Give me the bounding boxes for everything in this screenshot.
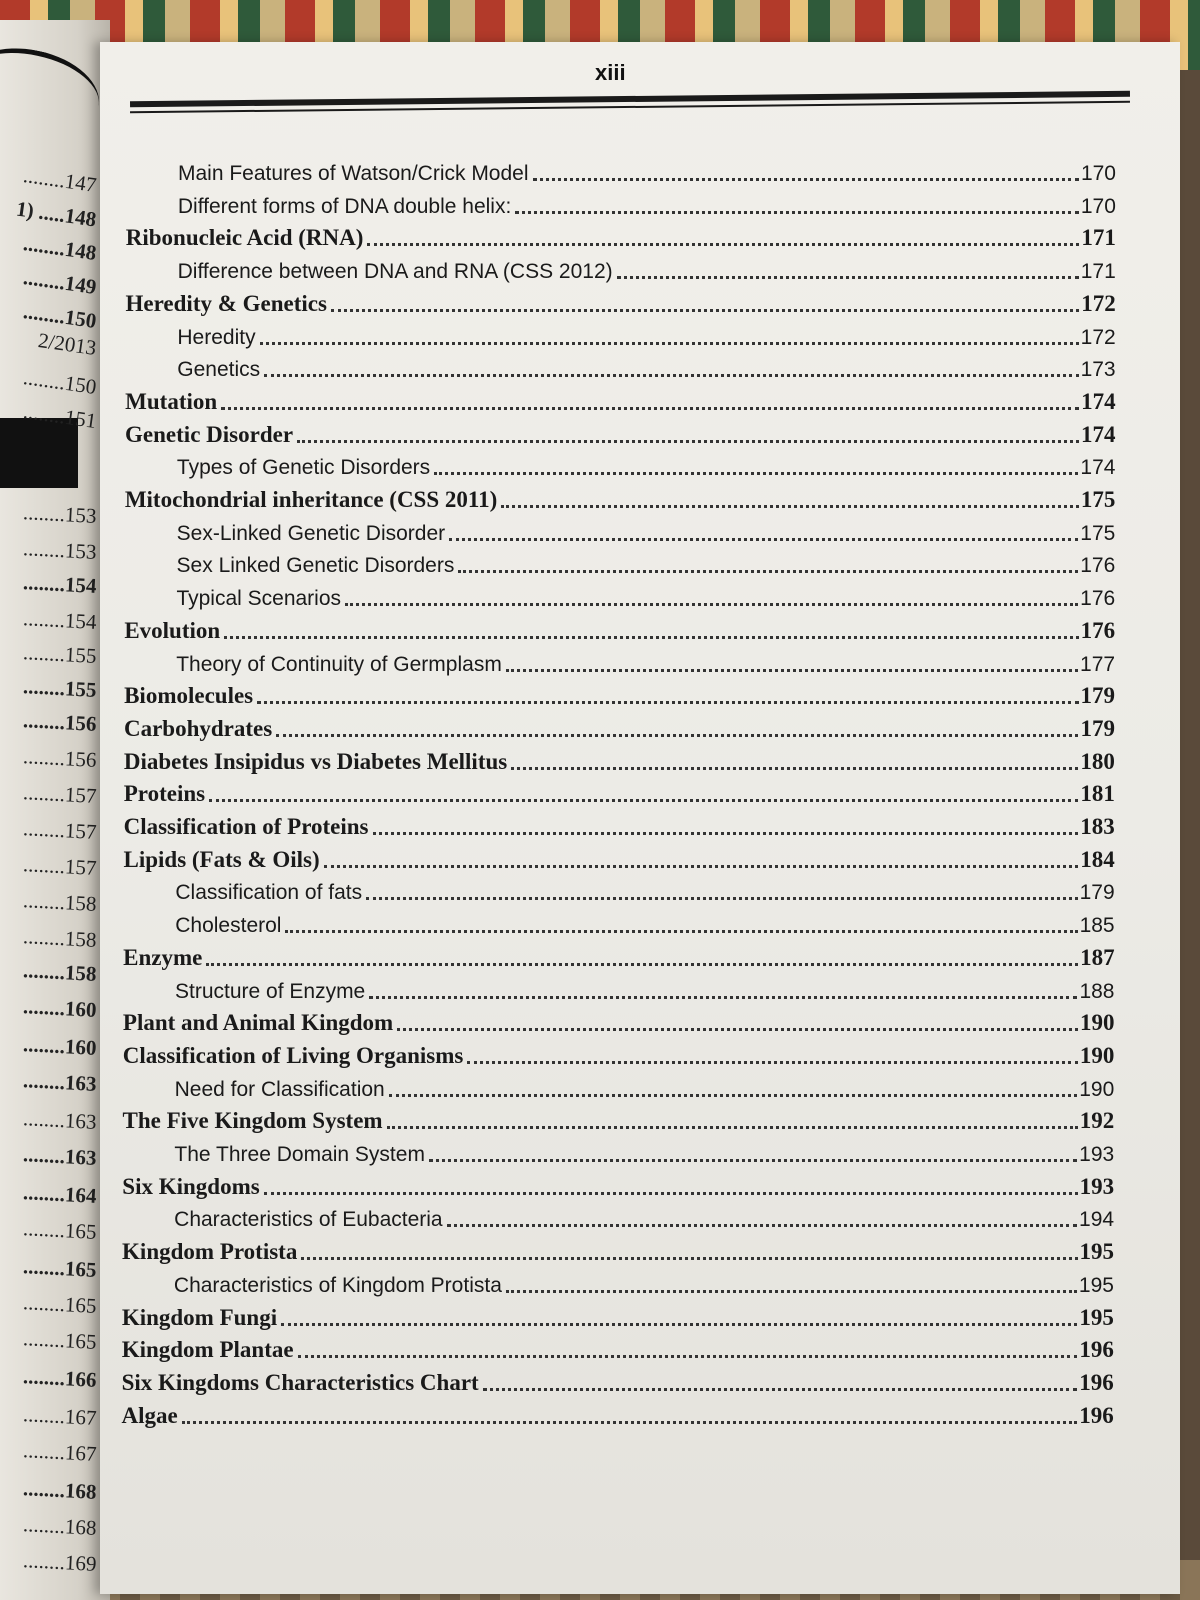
left-facing-page (0, 20, 110, 1600)
left-page-number: ........153 (21, 536, 97, 564)
toc-dot-leader (182, 1420, 1078, 1424)
toc-entry-page: 188 (1079, 979, 1115, 1003)
toc-entry-title: Sex Linked Genetic Disorders (176, 554, 455, 578)
toc-dot-leader (206, 962, 1078, 966)
left-page-number: 1) .....148 (14, 196, 98, 232)
toc-dot-leader (511, 766, 1078, 770)
toc-dot-leader (301, 1256, 1077, 1260)
left-page-number: ........148 (21, 231, 98, 266)
toc-entry-title: Cholesterol (175, 914, 282, 938)
toc-entry (121, 1397, 1113, 1429)
toc-entry-title: Mutation (125, 388, 218, 414)
toc-dot-leader (297, 439, 1079, 443)
toc-entry-page: 170 (1080, 194, 1116, 218)
toc-entry (124, 808, 1115, 840)
toc-entry-page: 171 (1080, 260, 1116, 284)
page-number: xiii (595, 60, 626, 85)
toc-entry-page: 196 (1079, 1402, 1114, 1428)
toc-entry-title: Biomolecules (124, 683, 254, 709)
toc-entry-title: Difference between DNA and RNA (CSS 2012) (177, 260, 613, 284)
left-page-number: ........149 (21, 265, 98, 300)
toc-dot-leader (264, 373, 1078, 377)
left-page-number: ........166 (21, 1364, 97, 1392)
toc-entry-title: Genetics (177, 358, 261, 382)
left-page-number: ........155 (21, 674, 97, 702)
toc-entry (124, 677, 1115, 709)
toc-entry-page: 187 (1080, 944, 1115, 970)
left-page-number: ........165 (21, 1216, 97, 1244)
toc-dot-leader (506, 1289, 1077, 1293)
toc-entry-page: 173 (1080, 358, 1116, 382)
left-page-number: ........160 (21, 994, 97, 1022)
toc-dot-leader (369, 995, 1077, 999)
toc-entry-title: Kingdom Protista (122, 1239, 298, 1265)
toc-dot-leader (264, 1191, 1078, 1195)
toc-entry-title: Six Kingdoms (122, 1173, 260, 1199)
toc-entry-title: Heredity (177, 325, 256, 349)
toc-entry-title: Evolution (124, 617, 221, 643)
toc-dot-leader (506, 668, 1078, 672)
toc-entry (177, 448, 1116, 480)
toc-dot-leader (260, 341, 1079, 345)
toc-entry-title: Kingdom Plantae (121, 1337, 294, 1363)
toc-entry (125, 416, 1115, 448)
left-page-number: ........157 (21, 780, 97, 808)
left-page-number: ........158 (21, 924, 97, 952)
left-page-number: ........169 (21, 1548, 97, 1576)
toc-entry-title: Genetic Disorder (125, 421, 294, 447)
toc-entry-title: Different forms of DNA double helix: (177, 194, 512, 218)
toc-entry-title: Characteristics of Kingdom Protista (173, 1273, 502, 1297)
toc-dot-leader (397, 1027, 1078, 1031)
toc-entry-title: Typical Scenarios (176, 587, 342, 611)
toc-entry-page: 190 (1079, 1042, 1115, 1068)
toc-entry (177, 318, 1115, 350)
toc-entry (124, 710, 1115, 742)
left-page-number: ........163 (21, 1068, 97, 1096)
toc-entry-title: Main Features of Watson/Crick Model (178, 162, 529, 185)
toc-entry (126, 285, 1116, 317)
toc-entry (122, 1233, 1114, 1265)
toc-entry-title: Enzyme (123, 944, 203, 970)
toc-entry-title: Types of Genetic Disorders (176, 456, 431, 480)
toc-entry-page: 181 (1080, 781, 1115, 807)
left-page-number: ........158 (21, 958, 97, 986)
left-page-number: ........168 (21, 1476, 97, 1504)
toc-entry (122, 1168, 1114, 1200)
toc-dot-leader (257, 700, 1078, 704)
toc-entry-page: 176 (1080, 617, 1116, 643)
toc-entry-title: Proteins (123, 781, 206, 807)
toc-entry-page: 180 (1080, 748, 1115, 774)
toc-dot-leader (515, 210, 1079, 214)
toc-dot-leader (281, 1322, 1077, 1326)
toc-entry-page: 175 (1080, 487, 1116, 512)
toc-entry (175, 972, 1115, 1004)
toc-entry-page: 190 (1079, 1077, 1115, 1101)
left-page-number: ........150 (21, 299, 98, 334)
toc-entry-title: Need for Classification (174, 1077, 385, 1101)
toc-entry (176, 579, 1115, 611)
toc-entry-page: 172 (1081, 290, 1116, 316)
toc-entry (177, 350, 1115, 382)
left-page-number: ........150 (21, 365, 98, 400)
toc-dot-leader (224, 635, 1078, 639)
toc-entry (178, 252, 1116, 284)
toc-entry-page: 195 (1079, 1304, 1114, 1330)
toc-dot-leader (373, 831, 1079, 835)
toc-entry (122, 1331, 1114, 1363)
toc-entry-title: Structure of Enzyme (175, 979, 366, 1003)
left-page-number: ........154 (21, 570, 97, 598)
left-page-number: ........156 (21, 744, 97, 772)
toc-dot-leader (449, 537, 1078, 541)
toc-entry (177, 546, 1116, 578)
left-page-number: ........160 (21, 1032, 97, 1060)
toc-dot-leader (387, 1125, 1078, 1129)
left-page-number: ........165 (21, 1326, 97, 1354)
toc-dot-leader (285, 929, 1077, 933)
toc-dot-leader (434, 471, 1078, 475)
toc-entry-page: 192 (1079, 1108, 1115, 1134)
toc-entry-page: 196 (1079, 1337, 1114, 1363)
toc-entry (126, 219, 1116, 251)
left-page-number: 2/2013 (36, 328, 98, 360)
toc-dot-leader (324, 864, 1079, 868)
left-page-number: ........153 (21, 500, 97, 528)
toc-entry-page: 196 (1079, 1369, 1114, 1395)
toc-entry (125, 481, 1116, 513)
toc-entry-page: 193 (1079, 1143, 1115, 1166)
toc-page (100, 42, 1180, 1594)
toc-entry-page: 171 (1081, 225, 1116, 251)
toc-entry (123, 1004, 1115, 1036)
toc-entry-title: Theory of Continuity of Germplasm (176, 652, 502, 676)
left-page-number: ........158 (21, 888, 97, 916)
toc-entry-title: Classification of Proteins (123, 814, 369, 839)
toc-entry-page: 179 (1079, 881, 1115, 905)
toc-entry (178, 187, 1116, 219)
toc-dot-leader (209, 798, 1078, 802)
toc-entry (124, 743, 1115, 775)
toc-entry (123, 939, 1114, 971)
toc-entry-title: Plant and Animal Kingdom (122, 1010, 394, 1036)
toc-entry-title: The Three Domain System (174, 1143, 425, 1166)
toc-entry-page: 174 (1081, 421, 1116, 447)
toc-entry-page: 183 (1080, 814, 1115, 839)
toc-entry-page: 179 (1080, 715, 1115, 741)
toc-entry (122, 1364, 1114, 1396)
toc-dot-leader (429, 1158, 1077, 1162)
toc-entry-page: 174 (1080, 456, 1116, 480)
toc-entry (124, 775, 1115, 807)
toc-entry-page: 170 (1080, 162, 1116, 185)
toc-entry (174, 1200, 1114, 1232)
toc-entry-title: Algae (121, 1402, 178, 1428)
toc-entry-page: 195 (1078, 1273, 1114, 1297)
toc-dot-leader (617, 275, 1079, 279)
toc-entry (178, 154, 1116, 186)
toc-entry (125, 383, 1115, 415)
toc-entry-page: 174 (1081, 388, 1116, 414)
left-page-number: ........167 (21, 1402, 97, 1430)
left-page-number: ........163 (21, 1142, 97, 1170)
toc-entry (177, 514, 1116, 546)
toc-entry (175, 873, 1114, 905)
toc-dot-leader (366, 896, 1078, 900)
toc-dot-leader (447, 1223, 1077, 1227)
toc-entry-title: Carbohydrates (123, 715, 273, 741)
toc-entry-title: Lipids (Fats & Oils) (123, 846, 320, 872)
toc-dot-leader (221, 406, 1079, 410)
toc-dot-leader (367, 242, 1079, 246)
toc-entry-page: 190 (1079, 1010, 1115, 1036)
left-page-number: ........165 (21, 1254, 97, 1282)
left-page-number: ........147 (21, 163, 98, 198)
toc-entry (123, 1037, 1115, 1069)
toc-entry-page: 176 (1080, 587, 1116, 611)
toc-entry (175, 1070, 1115, 1102)
toc-entry-title: Ribonucleic Acid (RNA) (125, 225, 364, 251)
toc-dot-leader (345, 602, 1078, 606)
toc-entry-page: 194 (1079, 1208, 1115, 1232)
toc-entry (174, 1135, 1114, 1167)
header-rule-thick (130, 91, 1130, 107)
toc-entry-page: 172 (1080, 325, 1116, 349)
toc-dot-leader (533, 177, 1079, 181)
toc-entry-title: Classification of Living Organisms (122, 1042, 464, 1068)
toc-entry-page: 177 (1080, 652, 1116, 676)
toc-entry-title: Classification of fats (175, 881, 363, 905)
toc-entry (123, 1102, 1115, 1134)
toc-entry (176, 645, 1115, 677)
toc-entry-page: 195 (1079, 1239, 1115, 1265)
left-page-number: ........157 (21, 852, 97, 880)
left-page-number: ........156 (21, 708, 97, 736)
toc-entry (122, 1299, 1114, 1331)
toc-dot-leader (483, 1387, 1078, 1391)
left-page-number: ........154 (21, 606, 97, 634)
toc-entry (174, 1266, 1114, 1298)
left-page-number: ........155 (21, 640, 97, 668)
left-page-number: ........151 (21, 399, 98, 434)
toc-entry-title: Mitochondrial inheritance (CSS 2011) (124, 487, 498, 512)
toc-entry (175, 906, 1114, 938)
toc-dot-leader (298, 1354, 1078, 1358)
toc-entry-page: 193 (1079, 1173, 1115, 1199)
toc-dot-leader (389, 1093, 1078, 1097)
toc-dot-leader (501, 504, 1079, 508)
left-page-number: ........167 (21, 1438, 97, 1466)
toc-entry-page: 175 (1080, 521, 1116, 545)
toc-entry (124, 612, 1115, 644)
left-page-number: ........163 (21, 1106, 97, 1134)
toc-entry-page: 176 (1080, 554, 1116, 578)
toc-entry-title: The Five Kingdom System (122, 1108, 383, 1134)
left-page-rule (0, 36, 107, 148)
toc-entry-title: Sex-Linked Genetic Disorder (176, 521, 446, 545)
toc-entry-title: Diabetes Insipidus vs Diabetes Mellitus (123, 748, 508, 774)
toc-entry-page: 184 (1080, 846, 1115, 872)
toc-entry-title: Six Kingdoms Characteristics Chart (121, 1369, 479, 1395)
toc-entry-title: Characteristics of Eubacteria (174, 1208, 443, 1232)
toc-dot-leader (331, 308, 1079, 312)
toc-entry-title: Kingdom Fungi (121, 1304, 278, 1330)
toc-entry-title: Heredity & Genetics (125, 290, 327, 316)
toc-entry-page: 179 (1080, 683, 1116, 709)
left-page-number: ........164 (21, 1180, 97, 1208)
left-page-number: ........165 (21, 1290, 97, 1318)
left-page-number: ........168 (21, 1512, 97, 1540)
toc-entry-page: 185 (1079, 914, 1115, 938)
left-page-number: ........157 (21, 816, 97, 844)
toc-dot-leader (467, 1060, 1078, 1064)
toc-dot-leader (276, 733, 1078, 737)
toc-entry (123, 841, 1114, 873)
toc-dot-leader (458, 569, 1078, 573)
